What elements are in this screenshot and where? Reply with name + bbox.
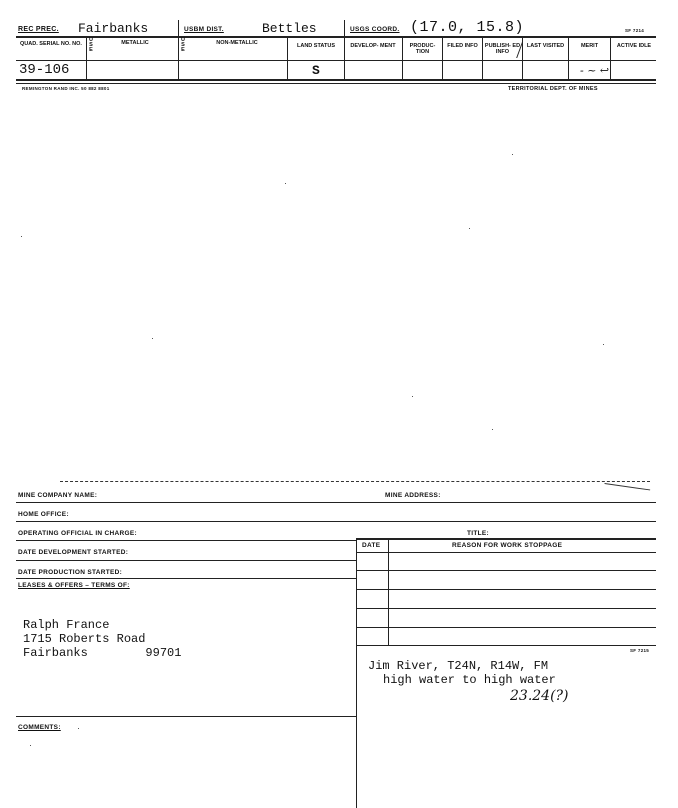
form-number-bottom: SF 7215 [630,648,650,653]
merit-mark: - ~ ↩ [580,64,610,77]
col-development: DEVELOP- MENT [350,43,396,49]
mine-company-name-label: MINE COMPANY NAME: [18,492,98,499]
owner-line-1: Ralph France [23,618,110,632]
operating-official-label: OPERATING OFFICIAL IN CHARGE: [18,530,137,537]
col-active-idle: ACTIVE IDLE [616,43,652,49]
leases-label: LEASES & OFFERS – TERMS OF: [18,582,130,589]
col-metallic: METALLIC [121,40,149,46]
owner-line-2: 1715 Roberts Road [23,632,146,646]
footer-right: TERRITORIAL DEPT. OF MINES [508,86,598,92]
usgs-coord-value: (17.0, 15.8) [410,19,525,36]
title-label: TITLE: [467,530,490,537]
col-nonmetallic: NON-METALLIC [216,40,258,46]
handwritten-note: 23.24(?) [510,688,569,704]
date-development-label: DATE DEVELOPMENT STARTED: [18,549,129,556]
col-last-visited: LAST VISITED [526,43,565,49]
owner-line-3: Fairbanks 99701 [23,646,182,660]
quad-serial-value: 39-106 [19,62,70,78]
col-production: PRODUC- TION [409,43,436,55]
col-land-status: LAND STATUS [297,43,335,49]
reason-col-label: REASON FOR WORK STOPPAGE [452,542,563,549]
col-nonmetallic-use: U S E [181,37,185,53]
col-filed-info: FILED INFO [447,43,478,49]
usbm-dist-label: USBM DIST. [184,26,224,33]
rec-prec-value: Fairbanks [78,21,149,36]
col-quad-serial: QUAD. SERIAL NO. NO. [20,41,82,47]
col-published-info: PUBLISH- ED INFO [484,43,521,55]
land-status-value: S [312,63,320,78]
col-metallic-use: U S E [89,37,93,53]
rec-prec-label: REC PREC. [18,26,59,33]
form-number-top: SF 7214 [625,28,645,33]
home-office-label: HOME OFFICE: [18,511,69,518]
date-production-label: DATE PRODUCTION STARTED: [18,569,123,576]
col-merit: MERIT [580,43,599,49]
comments-label: COMMENTS: [18,724,61,731]
location-line-1: Jim River, T24N, R14W, FM [368,659,549,673]
date-col-label: DATE [362,542,381,549]
mine-address-label: MINE ADDRESS: [385,492,441,499]
usbm-dist-value: Bettles [262,21,317,36]
location-line-2: high water to high water [383,673,556,687]
usgs-coord-label: USGS COORD. [350,26,400,33]
footer-left: REMINGTON RAND INC. 50 882 8801 [22,86,110,91]
